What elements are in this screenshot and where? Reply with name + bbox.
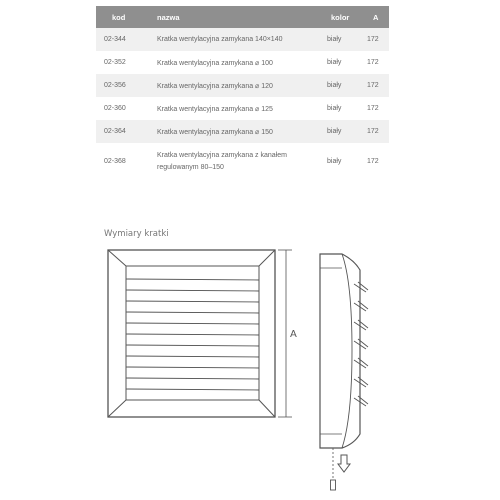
grille-dimension-drawing [96,242,396,498]
table-header-row [96,6,389,28]
louver [126,312,259,313]
cell-a: 172 [367,97,389,120]
louver [126,301,259,302]
louver [126,323,259,324]
louver [126,378,259,379]
cell-kod: 02-352 [96,51,151,74]
cell-kolor: biały [325,51,367,74]
header-kolor: kolor [325,6,367,28]
louver [126,389,259,390]
cell-nazwa-line1: Kratka wentylacyjna zamykana z kanałem [157,152,287,159]
table-row [96,120,389,143]
dimension-label-a: A [290,329,297,340]
cell-nazwa [151,143,325,181]
grille-side-view [320,254,368,448]
header-kod: kod [96,6,151,28]
side-louver-blades [354,282,368,406]
cell-nazwa: Kratka wentylacyjna zamykana ⌀ 120 [151,74,325,97]
section-title: Wymiary kratki [104,229,169,239]
cell-kolor: biały [325,28,367,51]
table-row [96,74,389,97]
cell-a: 172 [367,120,389,143]
cell-nazwa: Kratka wentylacyjna zamykana 140×140 [151,28,325,51]
cell-kolor: biały [325,97,367,120]
cell-nazwa: Kratka wentylacyjna zamykana ⌀ 150 [151,120,325,143]
cell-kod: 02-364 [96,120,151,143]
louver [126,279,259,280]
cell-nazwa-line2: regulowanym 80–150 [157,164,224,171]
louver [126,367,259,368]
louver [126,334,259,335]
table-row [96,28,389,51]
cell-kolor: biały [325,74,367,97]
grille-front-inner-frame [126,266,259,400]
louver [126,356,259,357]
cell-kod: 02-344 [96,28,151,51]
cell-a: 172 [367,74,389,97]
grille-louvers [126,279,259,390]
cell-a: 172 [367,143,389,181]
cell-kod: 02-360 [96,97,151,120]
louver [126,345,259,346]
cell-a: 172 [367,28,389,51]
product-spec-table [96,6,389,181]
table-row [96,97,389,120]
header-nazwa: nazwa [151,6,325,28]
grille-front-outer-frame [108,250,275,417]
table-row [96,143,389,181]
header-a: A [367,6,389,28]
cell-kod: 02-368 [96,143,151,181]
arrow-down-icon [338,455,350,472]
louver [126,290,259,291]
table-row [96,51,389,74]
cell-kod: 02-356 [96,74,151,97]
pull-cord [331,448,336,490]
cell-kolor: biały [325,120,367,143]
cell-a: 172 [367,51,389,74]
grille-bevel-lines [108,250,275,417]
cell-kolor: biały [325,143,367,181]
cell-nazwa: Kratka wentylacyjna zamykana ⌀ 100 [151,51,325,74]
cell-nazwa: Kratka wentylacyjna zamykana ⌀ 125 [151,97,325,120]
